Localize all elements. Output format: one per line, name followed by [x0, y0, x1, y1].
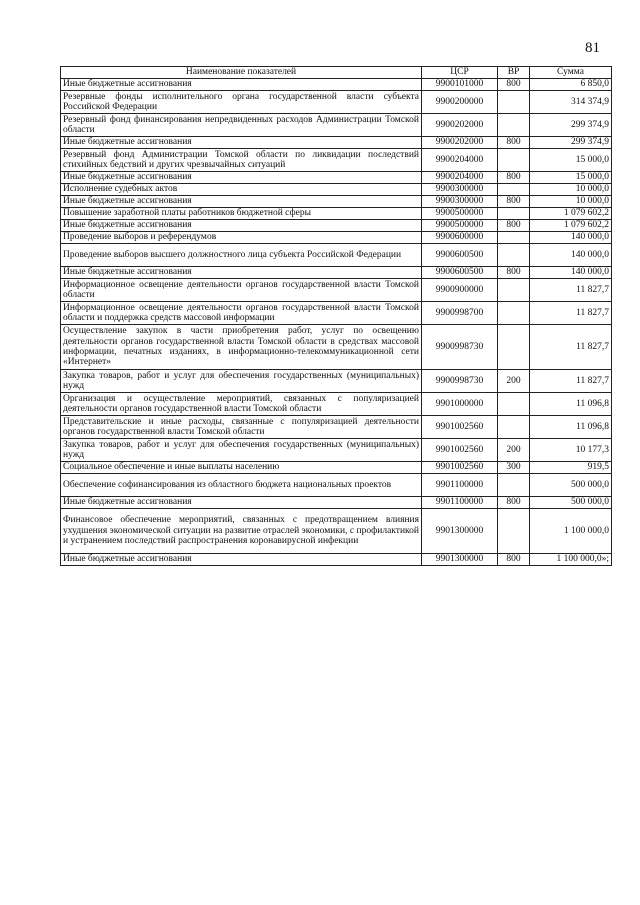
table-row	[61, 172, 612, 184]
cell-sum: 299 374,9	[530, 137, 612, 149]
table-row	[61, 302, 612, 325]
cell-csr: 9901100000	[422, 497, 498, 509]
cell-sum: 1 079 602,2	[530, 220, 612, 232]
cell-csr: 9901000000	[422, 393, 498, 416]
table-row	[61, 114, 612, 137]
cell-name: Организация и осуществление мероприятий, связанных с популяризацией деятельности органов государственной власти Томской области	[61, 393, 422, 416]
cell-vr: 800	[498, 267, 530, 279]
cell-csr: 9900300000	[422, 196, 498, 208]
cell-vr	[498, 208, 530, 220]
cell-sum: 10 000,0	[530, 184, 612, 196]
cell-name: Осуществление закупок в части приобретения работ, услуг по освещению деятельности органов государственной власти Томской области в средствах массовой информации, печатных изданиях, в информационно-телекоммуникационной сети «Интернет»	[61, 325, 422, 370]
cell-sum: 140 000,0	[530, 267, 612, 279]
table-header-row	[61, 67, 612, 79]
cell-vr: 800	[498, 137, 530, 149]
table-row	[61, 220, 612, 232]
table-row	[61, 393, 612, 416]
cell-vr: 300	[498, 462, 530, 474]
table-body	[61, 79, 612, 566]
header-csr: ЦСР	[422, 67, 498, 79]
table-row	[61, 370, 612, 393]
table-row	[61, 474, 612, 497]
cell-name: Проведение выборов и референдумов	[61, 232, 422, 244]
cell-name: Информационное освещение деятельности органов государственной власти Томской области	[61, 279, 422, 302]
cell-vr	[498, 244, 530, 267]
cell-csr: 9900998700	[422, 302, 498, 325]
cell-csr: 9900300000	[422, 184, 498, 196]
header-sum: Сумма	[530, 67, 612, 79]
table-row	[61, 79, 612, 91]
cell-name: Проведение выборов высшего должностного лица субъекта Российской Федерации	[61, 244, 422, 267]
cell-name: Иные бюджетные ассигнования	[61, 497, 422, 509]
cell-vr: 800	[498, 79, 530, 91]
table-row	[61, 416, 612, 439]
cell-sum: 11 827,7	[530, 325, 612, 370]
cell-csr: 9900600000	[422, 232, 498, 244]
cell-csr: 9900998730	[422, 370, 498, 393]
cell-csr: 9901002560	[422, 462, 498, 474]
cell-name: Информационное освещение деятельности органов государственной власти Томской области и поддержка средств массовой информации	[61, 302, 422, 325]
table-row	[61, 149, 612, 172]
table-row	[61, 509, 612, 554]
cell-sum: 15 000,0	[530, 172, 612, 184]
table-row	[61, 554, 612, 566]
cell-name: Иные бюджетные ассигнования	[61, 554, 422, 566]
cell-csr: 9900500000	[422, 208, 498, 220]
cell-csr: 9901300000	[422, 509, 498, 554]
cell-sum: 314 374,9	[530, 91, 612, 114]
cell-vr: 800	[498, 196, 530, 208]
cell-sum: 10 177,3	[530, 439, 612, 462]
cell-sum: 299 374,9	[530, 114, 612, 137]
cell-vr	[498, 302, 530, 325]
cell-sum: 140 000,0	[530, 244, 612, 267]
cell-name: Представительские и иные расходы, связанные с популяризацией деятельности органов государственной власти Томской области	[61, 416, 422, 439]
cell-name: Иные бюджетные ассигнования	[61, 267, 422, 279]
cell-sum: 1 079 602,2	[530, 208, 612, 220]
cell-name: Резервные фонды исполнительного органа государственной власти субъекта Российской Федерации	[61, 91, 422, 114]
cell-sum: 500 000,0	[530, 474, 612, 497]
table-row	[61, 184, 612, 196]
page-number: 81	[585, 40, 600, 56]
cell-name: Финансовое обеспечение мероприятий, связанных с предотвращением влияния ухудшения экономической ситуации на развитие отраслей экономики, с профилактикой и устранением последствий распространения коронавирусной инфекции	[61, 509, 422, 554]
cell-name: Иные бюджетные ассигнования	[61, 196, 422, 208]
cell-sum: 1 100 000,0»;	[530, 554, 612, 566]
table-row	[61, 196, 612, 208]
cell-vr: 200	[498, 370, 530, 393]
cell-name: Закупка товаров, работ и услуг для обеспечения государственных (муниципальных) нужд	[61, 370, 422, 393]
cell-vr	[498, 393, 530, 416]
cell-vr	[498, 509, 530, 554]
cell-csr: 9900200000	[422, 91, 498, 114]
cell-name: Резервный фонд финансирования непредвиденных расходов Администрации Томской области	[61, 114, 422, 137]
cell-sum: 11 827,7	[530, 370, 612, 393]
header-indicator-name: Наименование показателей	[61, 67, 422, 79]
cell-name: Иные бюджетные ассигнования	[61, 79, 422, 91]
table-row	[61, 325, 612, 370]
cell-name: Закупка товаров, работ и услуг для обеспечения государственных (муниципальных) нужд	[61, 439, 422, 462]
cell-name: Иные бюджетные ассигнования	[61, 220, 422, 232]
table-row	[61, 137, 612, 149]
cell-vr	[498, 91, 530, 114]
cell-vr	[498, 232, 530, 244]
cell-name: Социальное обеспечение и иные выплаты населению	[61, 462, 422, 474]
cell-csr: 9901100000	[422, 474, 498, 497]
cell-vr: 800	[498, 172, 530, 184]
cell-csr: 9900500000	[422, 220, 498, 232]
cell-csr: 9901002560	[422, 416, 498, 439]
cell-name: Исполнение судебных актов	[61, 184, 422, 196]
cell-vr	[498, 325, 530, 370]
cell-name: Резервный фонд Администрации Томской области по ликвидации последствий стихийных бедствий и других чрезвычайных ситуаций	[61, 149, 422, 172]
cell-sum: 11 827,7	[530, 302, 612, 325]
cell-vr	[498, 114, 530, 137]
cell-sum: 11 096,8	[530, 416, 612, 439]
cell-sum: 1 100 000,0	[530, 509, 612, 554]
cell-name: Обеспечение софинансирования из областного бюджета национальных проектов	[61, 474, 422, 497]
cell-name: Иные бюджетные ассигнования	[61, 137, 422, 149]
cell-vr: 200	[498, 439, 530, 462]
cell-csr: 9900204000	[422, 149, 498, 172]
table-row	[61, 232, 612, 244]
table-row	[61, 267, 612, 279]
cell-csr: 9900202000	[422, 137, 498, 149]
cell-csr: 9901300000	[422, 554, 498, 566]
table-row	[61, 497, 612, 509]
cell-sum: 15 000,0	[530, 149, 612, 172]
cell-csr: 9900600500	[422, 267, 498, 279]
cell-csr: 9900600500	[422, 244, 498, 267]
header-vr: ВР	[498, 67, 530, 79]
cell-vr: 800	[498, 554, 530, 566]
cell-name: Повышение заработной платы работников бюджетной сферы	[61, 208, 422, 220]
table-row	[61, 279, 612, 302]
cell-vr	[498, 474, 530, 497]
cell-vr: 800	[498, 497, 530, 509]
cell-sum: 11 096,8	[530, 393, 612, 416]
cell-vr	[498, 149, 530, 172]
table-row	[61, 244, 612, 267]
cell-csr: 9900202000	[422, 114, 498, 137]
table-row	[61, 462, 612, 474]
cell-sum: 919,5	[530, 462, 612, 474]
cell-sum: 140 000,0	[530, 232, 612, 244]
cell-sum: 10 000,0	[530, 196, 612, 208]
cell-name: Иные бюджетные ассигнования	[61, 172, 422, 184]
cell-vr	[498, 279, 530, 302]
cell-vr	[498, 184, 530, 196]
table-row	[61, 439, 612, 462]
cell-sum: 11 827,7	[530, 279, 612, 302]
cell-csr: 9900101000	[422, 79, 498, 91]
cell-sum: 500 000,0	[530, 497, 612, 509]
table-row	[61, 208, 612, 220]
table-row	[61, 91, 612, 114]
cell-csr: 9900204000	[422, 172, 498, 184]
cell-vr: 800	[498, 220, 530, 232]
cell-csr: 9901002560	[422, 439, 498, 462]
cell-csr: 9900900000	[422, 279, 498, 302]
cell-csr: 9900998730	[422, 325, 498, 370]
cell-vr	[498, 416, 530, 439]
cell-sum: 6 850,0	[530, 79, 612, 91]
budget-table	[60, 66, 612, 566]
